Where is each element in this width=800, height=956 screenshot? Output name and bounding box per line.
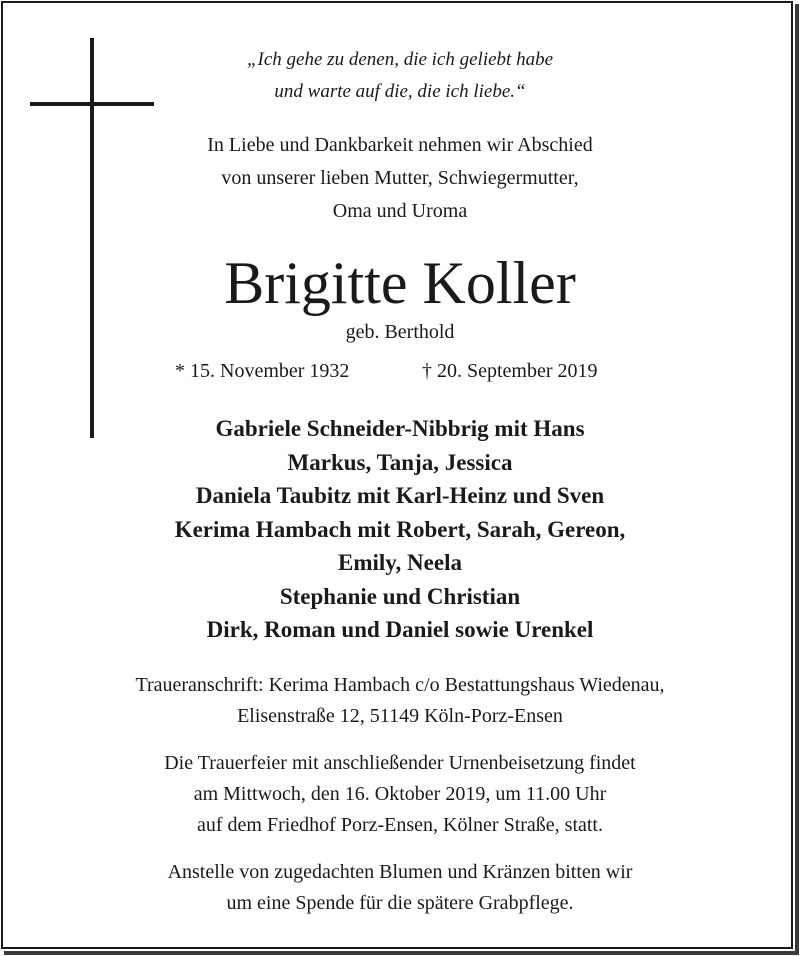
address-line: Traueranschrift: Kerima Hambach c/o Bestattungshaus Wiedenau, — [135, 674, 665, 696]
mourner-line: Emily, Neela — [338, 550, 462, 575]
deceased-name: Brigitte Koller — [224, 250, 576, 316]
mourner-line: Markus, Tanja, Jessica — [287, 449, 513, 475]
ceremony-line: Die Trauerfeier mit anschließender Urnenbeisetzung findet — [164, 752, 636, 774]
address-line: Elisenstraße 12, 51149 Köln-Porz-Ensen — [237, 705, 563, 727]
mourning-address — [0, 670, 800, 732]
mourner-line: Kerima Hambach mit Robert, Sarah, Gereon, — [174, 516, 626, 542]
ceremony-line: am Mittwoch, den 16. Oktober 2019, um 11.00 Uhr — [193, 783, 607, 805]
birth-name: geb. Berthold — [345, 321, 455, 343]
quote — [0, 44, 800, 108]
donation-line: Anstelle von zugedachten Blumen und Kränzen bitten wir — [167, 861, 633, 883]
donation-request — [0, 857, 800, 919]
donation-line: um eine Spende für die spätere Grabpflege. — [226, 892, 574, 914]
mourner-line: Gabriele Schneider-Nibbrig mit Hans — [215, 416, 585, 441]
ceremony-info — [0, 748, 800, 841]
intro-line: In Liebe und Dankbarkeit nehmen wir Abschied — [207, 134, 593, 156]
quote-line: „Ich gehe zu denen, die ich geliebt habe — [246, 49, 553, 70]
intro-line: Oma und Uroma — [332, 200, 468, 222]
ceremony-line: auf dem Friedhof Porz-Ensen, Kölner Straße, statt. — [196, 814, 603, 836]
mourner-line: Dirk, Roman und Daniel sowie Urenkel — [206, 617, 594, 642]
frame-shadow-bottom — [4, 951, 799, 955]
intro-line: von unserer lieben Mutter, Schwiegermutter, — [221, 167, 579, 189]
mourner-line: Daniela Taubitz mit Karl-Heinz und Sven — [195, 483, 605, 508]
intro-text — [0, 129, 800, 228]
mourners-list — [0, 412, 800, 647]
quote-line: und warte auf die, die ich liebe.“ — [274, 81, 526, 102]
birth-date: * 15. November 1932 — [175, 360, 350, 382]
mourner-line: Stephanie und Christian — [279, 583, 521, 609]
death-date: † 20. September 2019 — [422, 360, 598, 382]
